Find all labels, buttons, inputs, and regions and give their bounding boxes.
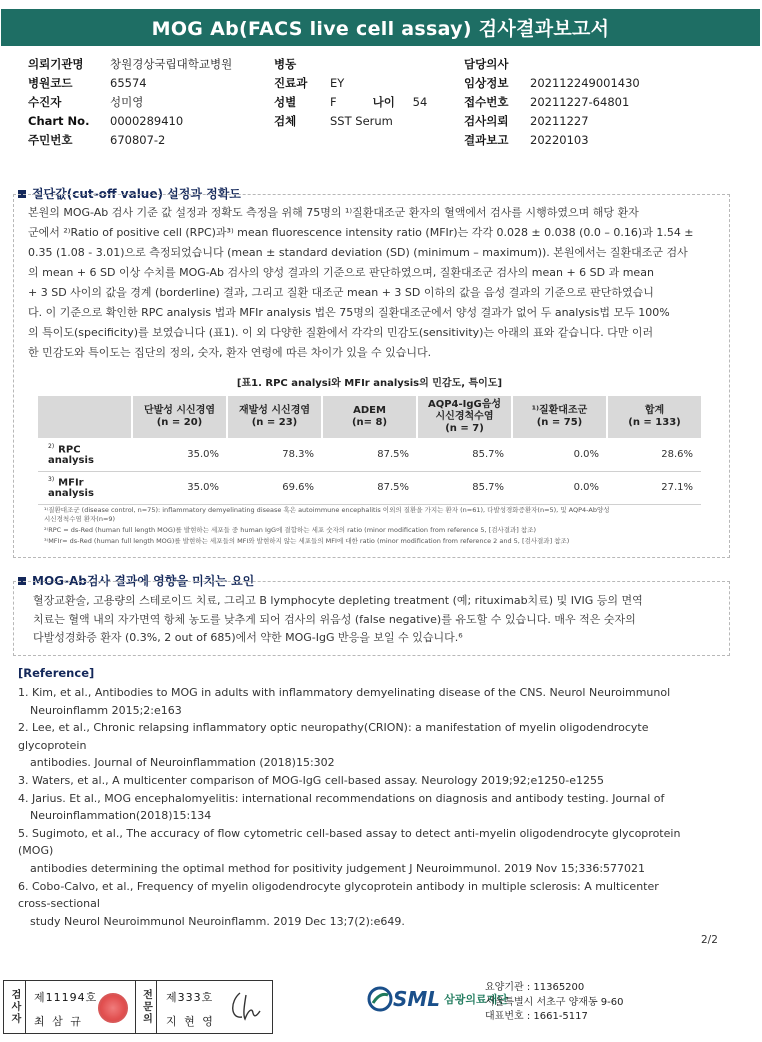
table-cell: 27.1% (607, 471, 701, 504)
field-value: 0000289410 (110, 113, 184, 128)
field-value: 20220103 (530, 132, 589, 147)
field-value: EY (330, 75, 345, 90)
lab-phone: 대표번호 : 1661-5117 (485, 1011, 588, 1022)
field-label: 수진자 (28, 94, 62, 109)
sensitivity-table (38, 396, 701, 505)
field-label: 의뢰기관명 (28, 56, 84, 71)
reference-line: Neuroinflamm 2015;2:e163 (30, 703, 182, 717)
age-value: 54 (412, 94, 428, 109)
paragraph-line: 다. 이 기준으로 확인한 RPC analysis 법과 MFIr analysis 법은 75명의 질환대조군에서 양성 결과가 없어 두 analysis법 모두 100% (28, 306, 670, 319)
tester-license: 제11194호 (34, 991, 98, 1004)
paragraph-line: 다발성경화증 환자 (0.3%, 2 out of 685)에서 약한 MOG-IgG 반응을 보일 수 있습니다.⁶ (33, 631, 463, 644)
sml-logo-icon (367, 986, 393, 1012)
factors-paragraph (33, 592, 713, 648)
footnote-line: ²⁾RPC = ds-Red (human full length MOG)를 발현하는 세포들 중 human IgG에 결합하는 세포 숫자의 ratio (minor modification from reference 5, [검사결과] 참조) (44, 526, 537, 534)
field-label: 진료과 (274, 75, 308, 90)
paragraph-line: 군에서 ²⁾Ratio of positive cell (RPC)과³⁾ mean fluorescence intensity ratio (MFIr)는 각각 0.028 ± 0.038 (0.0 – 0.16)과 1.54 ± (28, 226, 694, 239)
field-label: Chart No. (28, 113, 90, 128)
field-label: 주민번호 (28, 132, 73, 147)
paragraph-line: 본원의 MOG-Ab 검사 기준 값 설정과 정확도 측정을 위해 75명의 ¹⁾질환대조군 환자의 혈액에서 검사를 시행하였으며 해당 환자 (28, 206, 639, 219)
patient-info-col1 (28, 54, 232, 149)
seal-stamp-icon (98, 993, 128, 1023)
lab-info (485, 981, 624, 1025)
field-label: 병동 (274, 56, 297, 71)
field-label: 검체 (274, 113, 297, 128)
reference-line: 6. Cobo-Calvo, et al., Frequency of myelin oligodendrocyte glycoprotein antibody in multiple sclerosis: A multicenter (18, 879, 659, 893)
field-value: 성미영 (110, 94, 144, 109)
field-value: SST Serum (330, 113, 393, 128)
paragraph-line: 치료는 혈액 내의 자가면역 항체 농도를 낮추게 되어 검사의 위음성 (false negative)를 유도할 수 있습니다. 매우 적은 숫자의 (33, 612, 636, 626)
paragraph-line: 의 특이도(specificity)를 보였습니다 (표1). 이 외 다양한 질환에서 각각의 민감도(sensitivity)는 아래의 표와 같습니다. 다만 이러 (28, 326, 654, 339)
paragraph-line: + 3 SD 사이의 값을 경계 (borderline) 결과, 그리고 질환 대조군 mean + 3 SD 이하의 값을 음성 결과의 기준으로 판단하였습니 (28, 286, 654, 299)
field-label: 검사의뢰 (464, 113, 509, 128)
table-cell: 0.0% (512, 438, 607, 471)
table-footnotes (44, 506, 704, 546)
field-label: 접수번호 (464, 94, 509, 109)
reviewer-name: 지 현 영 (166, 1015, 215, 1028)
signature-box (3, 980, 273, 1034)
footnote-line: ¹⁾질환대조군 (disease control, n=75): inflammatory demyelinating disease 혹은 autoimmune encephalitis 이외의 질환을 가지는 환자 (n=61), 다발성경화증환자(n=5), 및 AQP4-Ab양성 (44, 506, 610, 514)
footnote-line: 시신경척수염 환자(n=9) (44, 515, 116, 523)
logo-text: SML (393, 987, 441, 1011)
table-header-row (38, 396, 701, 438)
tester-label: 검사자 (4, 981, 26, 1033)
field-value: 65574 (110, 75, 147, 90)
section-heading-text: 절단값(cut-off value) 설정과 정확도 (32, 187, 241, 201)
field-label: 성별 (274, 94, 297, 109)
lab-address: 서울특별시 서초구 양재동 9-60 (485, 996, 624, 1008)
table-header: 재발성 시신경염 (n = 23) (227, 396, 322, 438)
reference-line: 4. Jarius. Et al., MOG encephalomyelitis: international recommendations on diagnosis and antibody testing. Journal of (18, 791, 665, 805)
table-cell: 87.5% (322, 438, 417, 471)
paragraph-line: 0.35 (1.08 - 3.01)으로 측정되었습니다 (mean ± standard deviation (SD) (minimum – maximum)). 본원에서는 질환대조군 검사 (28, 246, 688, 259)
field-value: 202112249001430 (530, 75, 640, 90)
reviewer-license: 제333호 (166, 991, 214, 1004)
reference-line: study Neurol Neuroimmunol Neuroinflamm. 2019 Dec 13;7(2):e649. (30, 914, 405, 928)
section-heading-text: MOG-Ab검사 결과에 영향을 미치는 요인 (32, 574, 255, 588)
reference-heading: [Reference] (18, 666, 95, 680)
table-header: AQP4-IgG음성 시신경척수염 (n = 7) (417, 396, 512, 438)
reference-line: 5. Sugimoto, et al., The accuracy of flow cytometric cell-based assay to detect anti-myelin oligodendrocyte glycoprotein (MOG) (18, 826, 681, 858)
report-title: MOG Ab(FACS live cell assay) 검사결과보고서 (1, 9, 760, 46)
table-row (38, 471, 701, 504)
patient-info-col2 (274, 54, 427, 130)
footer (1, 974, 760, 1039)
reviewer-label: 전문의 (135, 981, 157, 1033)
reference-line: 3. Waters, et al., A multicenter comparison of MOG-IgG cell-based assay. Neurology 2019;92;e1250-e1255 (18, 773, 604, 787)
row-label-text: MFIr analysis (48, 477, 94, 500)
footnote-line: ³⁾MFIr= ds-Red (human full length MOG)를 발현하는 세포들의 MFI와 발현하지 않는 세포들의 MFI에 대한 ratio (minor modification from reference 2 and 5, [검사결과] 참조) (44, 537, 570, 545)
field-label: 병원코드 (28, 75, 73, 90)
table-header: 단발성 시신경염 (n = 20) (132, 396, 227, 438)
table-cell: 35.0% (132, 438, 227, 471)
table-cell: 87.5% (322, 471, 417, 504)
page-number: 2/2 (701, 934, 718, 946)
table-cell: 85.7% (417, 438, 512, 471)
table-cell: 0.0% (512, 471, 607, 504)
table-cell: 28.6% (607, 438, 701, 471)
patient-info-col3 (464, 54, 640, 149)
reference-line: antibodies. Journal of Neuroinflammation (2018)15:302 (30, 756, 335, 770)
table-header: ¹⁾질환대조군 (n = 75) (512, 396, 607, 438)
reference-line: 2. Lee, et al., Chronic relapsing inflammatory optic neuropathy(CRION): a manifestation of myelin oligodendrocyte glycoprotein (18, 721, 649, 752)
paragraph-line: 혈장교환술, 고용량의 스테로이드 치료, 그리고 B lymphocyte depleting treatment (예; rituximab치료) 및 IVIG 등의 면역 (33, 594, 643, 607)
cutoff-paragraph (28, 203, 718, 363)
table-header (38, 396, 132, 438)
paragraph-line: 의 mean + 6 SD 이상 수치를 MOG-Ab 검사의 양성 결과의 기준으로 판단하였으며, 질환대조군 검사의 mean + 6 SD 과 mean (28, 266, 654, 279)
paragraph-line: 한 민감도와 특이도는 집단의 정의, 숫자, 환자 연령에 따른 차이가 있을 수 있습니다. (28, 346, 432, 359)
field-value: 20211227 (530, 113, 589, 128)
lab-code: 요양기관 : 11365200 (485, 982, 585, 993)
table-cell: 69.6% (227, 471, 322, 504)
age-label: 나이 (372, 94, 395, 109)
table-header: ADEM (n= 8) (322, 396, 417, 438)
reference-line: antibodies determining the optimal method for positivity judgement J Neuroimmunol. 2019 Nov 15;336:577021 (30, 861, 646, 875)
table-header: 합계 (n = 133) (607, 396, 701, 438)
field-value: 20211227-64801 (530, 94, 630, 109)
footnote-marker: 3) (48, 475, 55, 483)
field-label: 임상정보 (464, 75, 509, 90)
reference-line: Neuroinflammation(2018)15:134 (30, 809, 212, 823)
field-value: F (330, 94, 337, 109)
table-cell: 78.3% (227, 438, 322, 471)
table-cell: 35.0% (132, 471, 227, 504)
footnote-marker: 2) (48, 442, 55, 450)
row-label-text: RPC analysis (48, 443, 94, 466)
field-label: 담당의사 (464, 56, 509, 71)
row-label (38, 471, 132, 504)
reference-list (18, 684, 718, 930)
row-label (38, 438, 132, 471)
signature-icon (226, 987, 266, 1027)
org-name: 삼광의료재단 (444, 993, 508, 1006)
tester-name: 최 삼 규 (34, 1015, 83, 1028)
table-row (38, 438, 701, 471)
table-cell: 85.7% (417, 471, 512, 504)
table-title: [표1. RPC analysi와 MFIr analysis의 민감도, 특이도] (236, 378, 503, 389)
field-value: 670807-2 (110, 132, 166, 147)
reference-line: 1. Kim, et al., Antibodies to MOG in adults with inflammatory demyelinating disease of the CNS. Neurol Neuroimmunol (18, 686, 671, 699)
field-label: 결과보고 (464, 132, 509, 147)
reference-line: cross-sectional (18, 897, 100, 911)
field-value: 창원경상국립대학교병원 (110, 56, 233, 71)
